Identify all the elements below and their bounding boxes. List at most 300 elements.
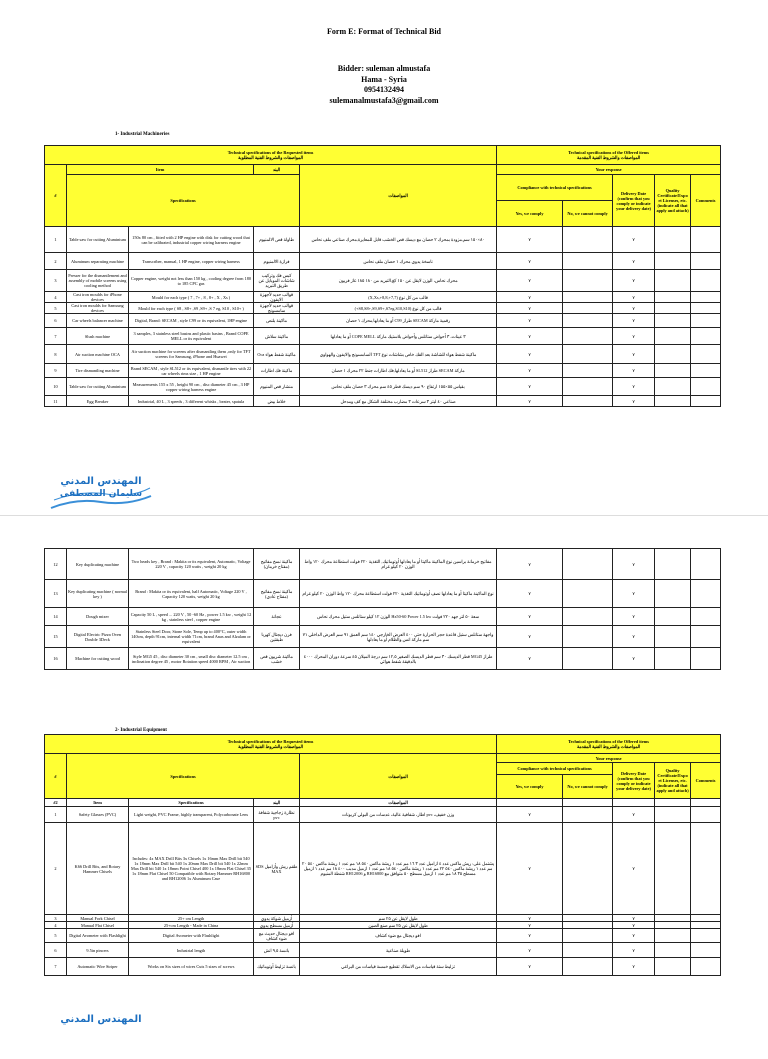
row-spec: Style MG5 45 , disc diameter 30 cm , small disc diameter 12.5 cm , inclination degree 45 , motor Rotation speed 4000 RPM , Air suction — [129, 648, 254, 670]
table-row — [45, 608, 721, 626]
row-spec: 25+cm Length - Made in China — [129, 922, 254, 929]
yes-comply-check: ٧ — [497, 253, 563, 270]
quality-header: Quality Certificate/Expo rt Licenses, etc. (indicate all that apply and attach) — [655, 175, 691, 227]
no-comply-cell — [563, 227, 613, 253]
row-offer-arabic: سعة ٥٠ لتر جهد ٢٢٠ فولت Hz50-60 Power 1.5 kw الوزن ١٢ كيلو ستانلس ستيل محرك نحاس — [300, 608, 497, 626]
row-item: Egg Breaker — [67, 396, 129, 407]
row-offer-arabic: مفاتيح خرمانة براسين نوع الماكينة ماكيتا أو ما يعادلها أوتوماتيك, التغذية ٢٢٠ فولت استطاعة محرك ١٢٠ واط الوزن ٢٠ كيلو غرام — [300, 549, 497, 580]
yes-comply-check: ٧ — [497, 580, 563, 608]
comments-cell — [691, 253, 721, 270]
delivery-check: ٧ — [613, 227, 655, 253]
delivery-check: ٧ — [613, 922, 655, 929]
no-comply-cell — [563, 807, 613, 823]
row-offer-arabic: وزن خفيف، pvc اطار، شفافية عالية، عدسات من البولي كربونات — [300, 807, 497, 823]
row-number: 12 — [45, 549, 67, 580]
row-item-arabic: ماكينة شريون قص خشب — [254, 648, 300, 670]
your-response-header: Your response — [497, 165, 721, 175]
specifications-header-2: Specifications — [67, 754, 300, 799]
no-comply-cell — [563, 396, 613, 407]
row-number: 4 — [45, 922, 67, 929]
yes-comply-check: ٧ — [497, 648, 563, 670]
table-row — [45, 580, 721, 608]
quality-cell — [655, 378, 691, 396]
row-offer-arabic: افو ديجتال مع ضوء كشاف — [300, 929, 497, 943]
yes-comply-check: ٧ — [497, 270, 563, 292]
compliance-header: Compliance with technical specifications — [497, 175, 613, 201]
yes-comply-check: ٧ — [497, 807, 563, 823]
row-offer-arabic: طول لايقل عن ٢٥ سم — [300, 915, 497, 922]
comments-cell — [691, 648, 721, 670]
row-offer-arabic: رقمية ماركة SECAM طراز C99 أو ما يعادلها,محرك ١ حصان — [300, 314, 497, 328]
row-item: Table saw for cutting Aluminium — [67, 378, 129, 396]
yes-comply-header-2: Yes, we comply — [497, 775, 563, 799]
quality-cell — [655, 270, 691, 292]
table-row — [45, 648, 721, 670]
row-spec: Works on Six sizes of wires Cuts 5 sizes of screws — [129, 958, 254, 976]
no-comply-cell — [563, 929, 613, 943]
quality-cell — [655, 345, 691, 364]
no-comply-cell — [563, 253, 613, 270]
delivery-check: ٧ — [613, 345, 655, 364]
row-offer-arabic: طراز MG45 قطر الديسك ٣٠ سم قطر الديسك الصغير ١٢,٥ سم درجة الميلان ٤٥ سرعة دوران المحرك ٤٠٠٠ بالدقيقة شفط هوائي — [300, 648, 497, 670]
row-number: 8 — [45, 345, 67, 364]
row-offer-arabic: بقياس ٥٥×١٥٥ ارتفاع ٩٠ سم ديسك قطر ٤٥ سم محرك ٣ حصان ملف نحاس — [300, 378, 497, 396]
row-item: Tire dismantling machine — [67, 364, 129, 378]
yes-comply-check: ٧ — [497, 378, 563, 396]
delivery-check: ٧ — [613, 253, 655, 270]
quality-cell — [655, 626, 691, 648]
row-item: Digital Electric Pizza Oven Double 3Deck — [67, 626, 129, 648]
row-item: Automatic Wire Striper — [67, 958, 129, 976]
row-item: Cast iron moulds for iPhone devices — [67, 292, 129, 303]
row-spec: Mould for each type ( S8 , S8+ ,S9 ,S9+ ,S 7 eg, S10 , S10+ ) — [129, 303, 254, 314]
row-spec: Digital Avometer with Flashlight — [129, 929, 254, 943]
row-number: 7 — [45, 958, 67, 976]
row-spec: Brand : Makita or its equivalent, half Automatic, Voltage 220 V , Capacity 120 watts, weight 20 kg — [129, 580, 254, 608]
row-offer-arabic: واجهة ستانلس ستيل قاعدة حجر الحرارة حتى ٤٠٠ العرض الخارجي ١٤٠ سم العمق ٩١ سم العرض الداخلي ٧١ سم ماركة انس والظلام أو ما يعادلها — [300, 626, 497, 648]
no-comply-cell — [563, 915, 613, 922]
no-comply-cell — [563, 345, 613, 364]
row-spec: Industrial, 40 L , 3 speeds , 3 different whisks , beater, spatula — [129, 396, 254, 407]
bidder-email: sulemanalmustafa3@gmail.com — [329, 95, 439, 105]
row-offer-arabic: نوع الماكينة ماكيتا أو ما يعادلها نصف أوتوماتيك التغذية ٢٢٠ فولت استطاعة محرك ١٢٠ واط الوزن ٢٠ كيلو غرام — [300, 580, 497, 608]
page-gap — [0, 515, 768, 550]
row-spec: Copper engine, weight not less than 150 kg , cooling degree from 180 to 185 CPC gas — [129, 270, 254, 292]
yes-comply-check: ٧ — [497, 345, 563, 364]
table-row — [45, 396, 721, 407]
specs-ar-header: المواصفات — [300, 165, 497, 227]
row-item-arabic: كبس فك وتركيب شاشات الموبايل عن طريق التبريد — [254, 270, 300, 292]
yes-comply-check: ٧ — [497, 549, 563, 580]
table-row — [45, 958, 721, 976]
quality-cell — [655, 922, 691, 929]
quality-cell — [655, 608, 691, 626]
yes-comply-check: ٧ — [497, 364, 563, 378]
row-spec: Includes: 4x MAX Drill Bits 3x Chisels 1x 16mm Max Drill bit 540 1x 18mm Max Drill bit 540 1x 20mm Max Drill bit 540 1x 22mm Max Drill bit 540 1x 18mm Point Chisel 400 1x 18mm Flat Chisel 35 1x 18mm Flat Chisel 50 Compatible with Rotary Hammer RH16800 and RH12006 1x Aluminum Case — [129, 823, 254, 915]
quality-cell — [655, 958, 691, 976]
table-row — [45, 915, 721, 922]
technical-bid-table-machineries-continued — [44, 548, 721, 670]
svg-text:المهندس المدني: المهندس المدني — [60, 1014, 142, 1025]
delivery-check: ٧ — [613, 328, 655, 345]
table-row — [45, 823, 721, 915]
no-comply-cell — [563, 648, 613, 670]
row-offer-arabic: طويلة صناعية — [300, 943, 497, 958]
no-comply-cell — [563, 608, 613, 626]
table-row — [45, 227, 721, 253]
quality-cell — [655, 807, 691, 823]
bidder-block — [0, 64, 768, 106]
quality-cell — [655, 823, 691, 915]
row-spec: 150x 80 cm , fitted with 2 HP engine with disk for cutting wood that can be calibrated, industrial copper wiring harness engine — [129, 227, 254, 253]
yes-comply-check: ٧ — [497, 292, 563, 303]
row-spec: Capacity 50 L , speed ... 220 V , 50 -60 Hz , power 1.5 kw , weight 12 kg , stainless steel , copper engine — [129, 608, 254, 626]
row-item: Table saw for cutting Aluminium — [67, 227, 129, 253]
comments-cell — [691, 915, 721, 922]
row-spec: Two heads key , Brand : Makita or its equivalent, Automatic, Voltage 220 V , capacity 120 watts , weight 20 kg — [129, 549, 254, 580]
comments-cell — [691, 314, 721, 328]
yes-comply-check: ٧ — [497, 303, 563, 314]
item-header: Item — [67, 165, 254, 175]
yes-comply-check: ٧ — [497, 922, 563, 929]
row-item-arabic: بانسة ٩,٥ انش — [254, 943, 300, 958]
comments-cell — [691, 608, 721, 626]
row-spec: Air suction machine for screens after dismantling them ,only for TFT screens for Samsung, iPhone and Huawei — [129, 345, 254, 364]
row-number: 2 — [45, 823, 67, 915]
table-row — [45, 626, 721, 648]
comments-cell — [691, 270, 721, 292]
specifications-header: Specifications — [67, 175, 300, 227]
row-item-arabic: ماكينة فك اطارات — [254, 364, 300, 378]
row-item: K66 Drill Bits, and Rotary Hammer Chisels — [67, 823, 129, 915]
delivery-check: ٧ — [613, 314, 655, 328]
row-offer-arabic: طول لايقل عن ٢٥ سم صنع الصين — [300, 922, 497, 929]
row-item-arabic: أزميل مسطح يدوي — [254, 922, 300, 929]
table-row — [45, 328, 721, 345]
quality-cell — [655, 929, 691, 943]
row-item: Machine for cutting wood — [67, 648, 129, 670]
quality-cell — [655, 580, 691, 608]
quality-cell — [655, 915, 691, 922]
table-row — [45, 549, 721, 580]
yes-comply-check: ٧ — [497, 626, 563, 648]
table-row — [45, 345, 721, 364]
comments-cell — [691, 227, 721, 253]
yes-comply-check: ٧ — [497, 823, 563, 915]
delivery-check: ٧ — [613, 292, 655, 303]
row-offer-arabic: ماكينة شفط هواء للشاشة بعد الفك خاص بشاشات نوع TFT السامسونج والايفون والهواوي — [300, 345, 497, 364]
delivery-check: ٧ — [613, 943, 655, 958]
item-ar-subheader: البند — [254, 799, 300, 807]
requested-spec-header: Technical specifications of the Requested items المواصفات والشروط الفنية المطلوبة — [45, 146, 497, 165]
comments-cell — [691, 626, 721, 648]
row-item-arabic: خلاط بيض — [254, 396, 300, 407]
row-spec: Measurements 155 x 55 , height 90 cm , disc diameter 45 cm , 3 HP copper wiring harness engine — [129, 378, 254, 396]
row-item: Safety Glasses (PVC) — [67, 807, 129, 823]
row-item-arabic: فرن ديجتال كهربا طبقتين — [254, 626, 300, 648]
no-comply-cell — [563, 626, 613, 648]
row-item-arabic: منشار قص المنيوم — [254, 378, 300, 396]
row-spec: Stainless Steel Door, Stone Sole, Temp up to 400°C, outer width 140cm, depth 91cm, internal width 71cm, brand Anas and Alzalam or equivalent — [129, 626, 254, 648]
table-row — [45, 807, 721, 823]
quality-cell — [655, 648, 691, 670]
svg-text:سليمان المصطفى: سليمان المصطفى — [59, 489, 143, 499]
delivery-check: ٧ — [613, 378, 655, 396]
no-comply-header: No, we cannot comply — [563, 201, 613, 227]
comments-cell — [691, 922, 721, 929]
delivery-check: ٧ — [613, 608, 655, 626]
comments-cell — [691, 807, 721, 823]
page-one — [0, 0, 768, 515]
row-item-arabic: ماكينة نسخ مفاتيح (مفتاح خرمان) — [254, 549, 300, 580]
delivery-check: ٧ — [613, 958, 655, 976]
row-item: Manual Fork Chisel — [67, 915, 129, 922]
bidder-phone: 0954132494 — [364, 85, 404, 94]
row-item: Car wheels balancer machine — [67, 314, 129, 328]
specs-subheader: Specifications — [129, 799, 254, 807]
no-comply-cell — [563, 364, 613, 378]
quality-cell — [655, 943, 691, 958]
technical-bid-table-machineries — [44, 145, 721, 407]
table-row — [45, 922, 721, 929]
requested-spec-header-2: Technical specifications of the Requested items المواصفات والشروط الفنية المطلوبة — [45, 735, 497, 754]
row-spec: Brand SECAM , style SL512 or its equivalent, dismantle tires with 22 car wheels rims size , 1 HP engine — [129, 364, 254, 378]
yes-comply-check: ٧ — [497, 943, 563, 958]
number-header: # — [45, 165, 67, 227]
no-comply-cell — [563, 303, 613, 314]
row-item: Aluminum separating machine — [67, 253, 129, 270]
delivery-check: ٧ — [613, 580, 655, 608]
table-row — [45, 929, 721, 943]
delivery-header-2: Delivery Date (confirm that you comply or indicate your delivery date) — [613, 763, 655, 799]
equipment-rows — [45, 807, 721, 976]
row-offer-arabic: تزليط ستة قياسات من الاسلاك تقطيع خمسة قياسات من البراغي — [300, 958, 497, 976]
row-item-arabic: أزميل شوكة يدوي — [254, 915, 300, 922]
table-row — [45, 270, 721, 292]
row-number: 3 — [45, 270, 67, 292]
row-offer-arabic: قالب من كل نوع (S8,S8+,S9,S9+,S7eg,S10,S10+) — [300, 303, 497, 314]
quality-cell — [655, 292, 691, 303]
comments-header: Comments — [691, 175, 721, 227]
row-spec: Transcriber, manual, 1 HP engine, copper wiring harness — [129, 253, 254, 270]
row-number: 5 — [45, 929, 67, 943]
no-comply-cell — [563, 292, 613, 303]
row-number: 11 — [45, 396, 67, 407]
delivery-check: ٧ — [613, 396, 655, 407]
yes-comply-check: ٧ — [497, 929, 563, 943]
row-number: 1 — [45, 807, 67, 823]
row-number: 1 — [45, 227, 67, 253]
quality-cell — [655, 396, 691, 407]
row-number: 2 — [45, 253, 67, 270]
no-comply-header-2: No, we cannot comply — [563, 775, 613, 799]
row-item-arabic: طاولة قص الالمنيوم — [254, 227, 300, 253]
page-two — [0, 548, 768, 1024]
comments-cell — [691, 580, 721, 608]
number-header-2: # — [45, 754, 67, 799]
yes-comply-header: Yes, we comply — [497, 201, 563, 227]
row-item: Key duplicating machine — [67, 549, 129, 580]
row-offer-arabic: ٨٠×١٥٠ سم,مزودة بمحرك ٢ حصان مع ديسك قص الخشب قابل للمعايرة,محرك صناعي ملف نحاس — [300, 227, 497, 253]
quality-cell — [655, 227, 691, 253]
quality-header-2: Quality Certificate/Expo rt Licenses, etc. (indicate all that apply and attach) — [655, 763, 691, 799]
row-item-arabic: ماكينة بلنص — [254, 314, 300, 328]
comments-header-2: Comments — [691, 763, 721, 799]
row-number: 9 — [45, 364, 67, 378]
row-item-arabic: قوالب حديد لأجهزة الايفون — [254, 292, 300, 303]
row-number: 16 — [45, 648, 67, 670]
row-spec: 3 samples, 3 stainless steel basins and plastic basins , Brand COPE MELL or its equivalent — [129, 328, 254, 345]
comments-cell — [691, 396, 721, 407]
table-row — [45, 364, 721, 378]
delivery-check: ٧ — [613, 303, 655, 314]
quality-cell — [655, 364, 691, 378]
comments-cell — [691, 549, 721, 580]
no-comply-cell — [563, 549, 613, 580]
comments-cell — [691, 823, 721, 915]
yes-comply-check: ٧ — [497, 328, 563, 345]
delivery-check: ٧ — [613, 648, 655, 670]
no-comply-cell — [563, 378, 613, 396]
row-item: Manual Flat Chisel — [67, 922, 129, 929]
delivery-check: ٧ — [613, 364, 655, 378]
row-item: Air suction machine OCA — [67, 345, 129, 364]
comments-cell — [691, 292, 721, 303]
section-title-2: 2- Industrial Equipment — [115, 728, 167, 733]
row-number: 3 — [45, 915, 67, 922]
row-item-arabic: نظارة زجاجية شفافة pvc — [254, 807, 300, 823]
comments-cell — [691, 328, 721, 345]
delivery-check: ٧ — [613, 270, 655, 292]
comments-cell — [691, 303, 721, 314]
row-spec: Mould for each type ( 7 , 7+ , 8 , 8+ , X , Xs ) — [129, 292, 254, 303]
table-row — [45, 378, 721, 396]
delivery-check: ٧ — [613, 929, 655, 943]
yes-comply-check: ٧ — [497, 396, 563, 407]
row-item-arabic: ماكينة نسخ مفاتيح (مفتاح عادي) — [254, 580, 300, 608]
no-comply-cell — [563, 314, 613, 328]
quality-cell — [655, 303, 691, 314]
comments-cell — [691, 364, 721, 378]
table-row — [45, 943, 721, 958]
table-row — [45, 292, 721, 303]
offered-spec-header: Technical specifications of the Offered items المواصفات والشروط الفنية المقدمة — [497, 146, 721, 165]
delivery-check: ٧ — [613, 549, 655, 580]
row-item-arabic: طقم ريش وأزاميل SDS MAX — [254, 823, 300, 915]
row-number: 6 — [45, 314, 67, 328]
comments-cell — [691, 378, 721, 396]
row-item-arabic: عجانة — [254, 608, 300, 626]
form-title: Form E: Format of Technical Bid — [327, 27, 441, 36]
row-spec: Industrial length — [129, 943, 254, 958]
row-number: 4 — [45, 292, 67, 303]
offered-spec-header-2: Technical specifications of the Offered items المواصفات والشروط الفنية المقدمة — [497, 735, 721, 754]
comments-cell — [691, 943, 721, 958]
specs-ar-subheader: المواصفات — [300, 799, 497, 807]
row-spec: Light weight, PVC Frame, highly transparent, Polycarbonate Lens — [129, 807, 254, 823]
row-item-arabic: افو ديجتال حديث مع ضوء كشاف — [254, 929, 300, 943]
delivery-check: ٧ — [613, 823, 655, 915]
section-title: 1- Industrial Machineries — [115, 132, 170, 137]
row-number: 5 — [45, 303, 67, 314]
row-item: Slush machine — [67, 328, 129, 345]
no-comply-cell — [563, 580, 613, 608]
row-item-arabic: فرازة الالمنيوم — [254, 253, 300, 270]
yes-comply-check: ٧ — [497, 314, 563, 328]
delivery-check: ٧ — [613, 915, 655, 922]
table-row — [45, 314, 721, 328]
row-number: 10 — [45, 378, 67, 396]
row-number: 6 — [45, 943, 67, 958]
delivery-check: ٧ — [613, 626, 655, 648]
row-spec: Digital, Brand: SECAM , style C99 or its equivalent, 1HP engine — [129, 314, 254, 328]
yes-comply-check: ٧ — [497, 608, 563, 626]
row-item: Cast iron moulds for Samsung devices — [67, 303, 129, 314]
row-item: Presser for the dismantlement and assembly of mobile screens using cooling method — [67, 270, 129, 292]
table-row — [45, 253, 721, 270]
row-item-arabic: قوالب حديد لأجهزة سامسونج — [254, 303, 300, 314]
row-number: 15 — [45, 626, 67, 648]
quality-cell — [655, 328, 691, 345]
machineries-rows — [45, 227, 721, 407]
row-offer-arabic: قالب من كل نوع (7,7+,8,8+,X,Xs) — [300, 292, 497, 303]
delivery-header: Delivery Date (confirm that you comply or indicate your delivery date) — [613, 175, 655, 227]
row-offer-arabic: ماركة SECAM طراز SL512 أو ما يعادلها,فك اطارات جنط ٢٢ محرك ١ حصان — [300, 364, 497, 378]
no-comply-cell — [563, 823, 613, 915]
row-offer-arabic: محرك نحاس، الوزن لايقل عن ١٥٠ كغ,التبريد من ١٨٠ ١٨٥ غاز فريون — [300, 270, 497, 292]
no-comply-cell — [563, 922, 613, 929]
item-ar-header: البند — [254, 165, 300, 175]
no-comply-cell — [563, 328, 613, 345]
no-comply-cell — [563, 958, 613, 976]
comments-cell — [691, 929, 721, 943]
bidder-name: Bidder: suleman almustafa — [337, 64, 431, 73]
yes-comply-check: ٧ — [497, 915, 563, 922]
no-comply-cell — [563, 270, 613, 292]
no-comply-cell — [563, 943, 613, 958]
engineer-logo — [46, 470, 156, 514]
row-item-arabic: ماكينة سلاش — [254, 328, 300, 345]
engineer-logo-2 — [46, 1010, 156, 1054]
row-offer-arabic: صناعي ٤٠ ليتر ٣ سرعات ٣ مضارب مختلفة الشكل مع كف ومدحل — [300, 396, 497, 407]
row-item: 9.5in pincers — [67, 943, 129, 958]
row-item: Digital Avometer with Flashlight — [67, 929, 129, 943]
row-offer-arabic: يشتمل على: ريش ماكس عدد ٤ ازاميل عدد ٣ ١٦ مم عدد ١ ريشة ماكس ٥٤٠ ١٨ مم عدد ١ ريشة ماكس ٥٤٠ ٢٠ مم عدد ١ ريشة ماكس ٥٤٠ ٢٢ مم عدد ١ ريشة ماكس ٥٤٠ ١٨ مم عدد ١ ازميل مدبب ٤٠٠ ١٨ مم عدد ١ ازميل مسطح ٣٥ ١٨ مم عدد ١ ازميل مسطح ٥٠ متوافق مع RH16800 و RH12006 شنطة المنيوم — [300, 823, 497, 915]
row-spec: 25+ cm Length — [129, 915, 254, 922]
comments-cell — [691, 345, 721, 364]
yes-comply-check: ٧ — [497, 227, 563, 253]
row-number: 7 — [45, 328, 67, 345]
row-number: 14 — [45, 608, 67, 626]
row-item: Key duplicating machine ( normal key ) — [67, 580, 129, 608]
row-item: Dough mixer — [67, 608, 129, 626]
row-item-arabic: بانسة تزليط أوتوماتيك — [254, 958, 300, 976]
row-item-arabic: ماكينة شفط هواء Oca — [254, 345, 300, 364]
compliance-header-2: Compliance with technical specifications — [497, 763, 613, 775]
svg-text:المهندس المدني: المهندس المدني — [60, 476, 142, 487]
your-response-header-2: Your response — [497, 754, 721, 763]
item-subheader: Item — [67, 799, 129, 807]
yes-comply-check: ٧ — [497, 958, 563, 976]
quality-cell — [655, 314, 691, 328]
comments-cell — [691, 958, 721, 976]
row-offer-arabic: ناسخة يدوي محرك ١ حصان ملف نحاس — [300, 253, 497, 270]
quality-cell — [655, 253, 691, 270]
table-row — [45, 303, 721, 314]
machineries-rows-continued — [45, 549, 721, 670]
num-subheader: #2 — [45, 799, 67, 807]
row-offer-arabic: ٣ عينات، ٣ أحواض ستانلس وأحواض بلاستيك ماركة COPE MELL أو ما يعادلها — [300, 328, 497, 345]
